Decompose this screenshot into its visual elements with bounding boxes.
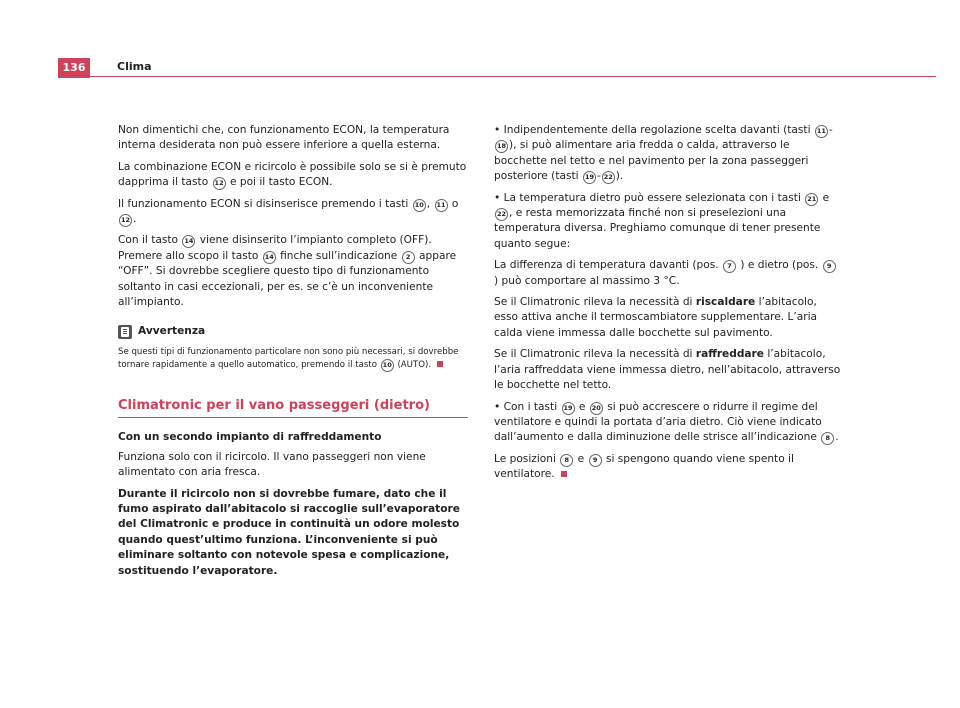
key-10-badge: 10 bbox=[413, 199, 426, 212]
key-12-badge: 12 bbox=[213, 177, 226, 190]
text: La differenza di temperatura davanti (pos. bbox=[494, 259, 719, 272]
section-title: Climatronic per il vano passeggeri (dietro) bbox=[118, 398, 468, 418]
text: ) può comportare al massimo 3 °C. bbox=[494, 274, 680, 287]
chapter-title: Clima bbox=[117, 60, 152, 73]
text: Con il tasto bbox=[118, 234, 179, 247]
paragraph-econ-off bbox=[118, 197, 468, 228]
pos-8-badge: 8 bbox=[560, 454, 573, 467]
paragraph-rear-air bbox=[494, 123, 844, 185]
paragraph-fan-speed bbox=[494, 400, 844, 446]
page-number: 136 bbox=[58, 58, 90, 78]
key-14-badge: 14 bbox=[263, 251, 276, 264]
text: , bbox=[426, 197, 431, 210]
header-rule bbox=[90, 76, 936, 77]
text: l’abitacolo, l’aria raffreddata viene immessa dietro, nell’abitacolo, attraverso le bocchette nel tetto. bbox=[494, 348, 841, 392]
key-18-badge: 18 bbox=[495, 140, 508, 153]
paragraph-recirc-only: Funziona solo con il ricircolo. Il vano passeggeri non viene alimentato con aria fresca. bbox=[118, 450, 426, 479]
paragraph-system-off bbox=[118, 233, 468, 310]
key-14-badge: 14 bbox=[182, 235, 195, 248]
text: si può accrescere o ridurre il regime del ventilatore e quindi la portata d’aria dietro. Ciò viene indicato dall’aumento e dalla diminuzione delle strisce all’indicazione bbox=[494, 400, 822, 444]
text: e bbox=[822, 191, 830, 204]
text: Se questi tipi di funzionamento particolare non sono più necessari, si dovrebbe tornare rapidamente a quello automatico, premendo il tasto bbox=[118, 346, 459, 370]
key-20-badge: 20 bbox=[590, 402, 603, 415]
text: - bbox=[828, 124, 833, 136]
key-11-badge: 11 bbox=[815, 125, 828, 138]
emphasis-heat: riscaldare bbox=[695, 296, 756, 309]
text: e poi il tasto ECON. bbox=[229, 176, 333, 189]
text: viene disinserito l’impianto completo (OFF). Premere allo scopo il tasto bbox=[118, 234, 432, 262]
text: Se il Climatronic rileva la necessità di bbox=[494, 296, 693, 309]
text: (AUTO). bbox=[397, 359, 432, 370]
right-column bbox=[494, 123, 844, 489]
text: • Indipendentemente della regolazione scelta davanti (tasti bbox=[494, 124, 811, 136]
paragraph-econ-temperature: Non dimentichi che, con funzionamento ECON, la temperatura interna desiderata non può essere inferiore a quella esterna. bbox=[118, 124, 450, 152]
text: e bbox=[577, 452, 585, 465]
text: . bbox=[835, 431, 839, 444]
pos-8-badge: 8 bbox=[821, 432, 834, 445]
paragraph-temp-difference bbox=[494, 258, 844, 289]
text: La combinazione ECON e ricircolo è possibile solo se si è premuto dapprima il tasto bbox=[118, 160, 467, 189]
key-22-badge: 22 bbox=[602, 171, 615, 184]
text: . bbox=[133, 213, 137, 226]
text: ), si può alimentare aria fredda o calda, attraverso le bocchette nel tetto e nel pavimento per la zona passeggeri posteriore (tasti bbox=[494, 139, 809, 183]
warning-title: Avvertenza bbox=[138, 325, 206, 338]
text: l’abitacolo, esso attiva anche il termoscambiatore supplementare. L’aria calda viene immessa dalle bocchette sul pavimento. bbox=[494, 296, 818, 339]
key-11-badge: 11 bbox=[435, 199, 448, 212]
text: finche sull’indicazione bbox=[280, 249, 398, 262]
key-10-badge: 10 bbox=[381, 359, 394, 372]
key-12-badge: 12 bbox=[119, 214, 132, 227]
emphasis-cool: raffreddare bbox=[695, 348, 764, 361]
text: appare “OFF”. Si dovrebbe scegliere questo tipo di funzionamento soltanto in casi eccezionali, per es. se c’è un inconveniente all’impianto. bbox=[118, 249, 457, 309]
note-icon bbox=[118, 325, 132, 339]
end-mark-icon bbox=[561, 471, 567, 477]
subsection-title: Con un secondo impianto di raffreddamento bbox=[118, 431, 382, 444]
key-22-badge: 22 bbox=[495, 208, 508, 221]
text: , e resta memorizzata finché non si preselezioni una temperatura diversa. Preghiamo comunque di tener presente quanto segue: bbox=[494, 207, 821, 250]
text: - bbox=[596, 170, 601, 183]
key-21-badge: 21 bbox=[805, 193, 818, 206]
text: Se il Climatronic rileva la necessità di bbox=[494, 348, 693, 361]
text: si spengono quando viene spento il ventilatore. bbox=[494, 452, 794, 481]
paragraph-positions-off bbox=[494, 452, 844, 483]
text: e bbox=[578, 400, 586, 413]
text: • Con i tasti bbox=[494, 400, 558, 413]
text: o bbox=[451, 197, 459, 210]
text: ). bbox=[615, 170, 624, 183]
warning-text bbox=[118, 346, 468, 372]
pos-9-badge: 9 bbox=[589, 454, 602, 467]
paragraph-smoking-warning: Durante il ricircolo non si dovrebbe fumare, dato che il fumo aspirato dall’abitacolo si raccoglie sull’evaporatore del Climatronic e produce in continuità un odore molesto quando quest’ultimo funziona. L’inconveniente si può eliminare soltanto con notevole spesa e complicazione, sostituendo l’evaporatore. bbox=[118, 487, 460, 577]
paragraph-heating bbox=[494, 295, 844, 341]
pos-9-badge: 9 bbox=[823, 260, 836, 273]
warning-heading bbox=[118, 324, 468, 339]
key-2-badge: 2 bbox=[402, 251, 415, 264]
left-column bbox=[118, 123, 468, 585]
pos-7-badge: 7 bbox=[723, 260, 736, 273]
paragraph-rear-temp bbox=[494, 191, 844, 253]
text: Le posizioni bbox=[494, 452, 556, 465]
paragraph-econ-recirc bbox=[118, 160, 468, 191]
paragraph-cooling bbox=[494, 347, 844, 393]
text: ) e dietro (pos. bbox=[740, 259, 819, 272]
text: • La temperatura dietro può essere selezionata con i tasti bbox=[494, 191, 801, 204]
key-19-badge: 19 bbox=[583, 171, 596, 184]
key-19-badge: 19 bbox=[562, 402, 575, 415]
end-mark-icon bbox=[437, 361, 443, 367]
text: Il funzionamento ECON si disinserisce premendo i tasti bbox=[118, 197, 409, 210]
